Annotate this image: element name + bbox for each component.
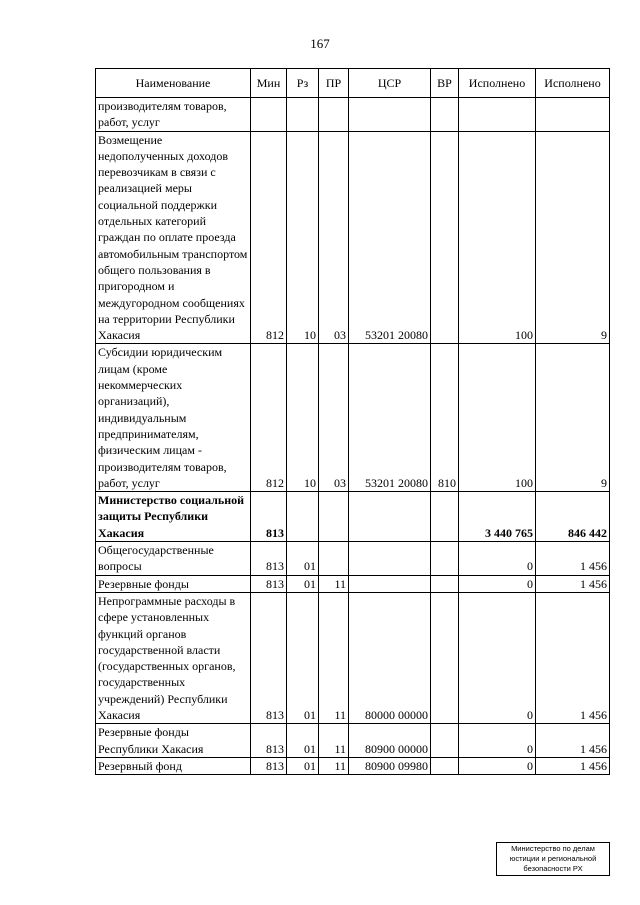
- cell-executed-1: [459, 98, 536, 132]
- table-row: [96, 492, 610, 542]
- cell-vr: [431, 542, 459, 576]
- cell-rz: 01: [287, 592, 319, 723]
- cell-executed-1: 0: [459, 757, 536, 774]
- cell-csr: [349, 492, 431, 542]
- cell-name: производителям товаров, работ, услуг: [96, 98, 251, 132]
- cell-vr: [431, 757, 459, 774]
- col-header-csr: ЦСР: [349, 69, 431, 98]
- cell-min: 812: [251, 344, 287, 492]
- cell-csr: 80000 00000: [349, 592, 431, 723]
- ministry-stamp: [496, 842, 610, 876]
- cell-csr: 80900 00000: [349, 724, 431, 758]
- cell-executed-2: 1 456: [536, 757, 610, 774]
- cell-min: [251, 98, 287, 132]
- cell-vr: [431, 575, 459, 592]
- cell-csr: [349, 575, 431, 592]
- cell-min: 813: [251, 575, 287, 592]
- table-row: [96, 542, 610, 576]
- cell-csr: 80900 09980: [349, 757, 431, 774]
- cell-pr: [319, 492, 349, 542]
- cell-rz: 10: [287, 131, 319, 344]
- cell-pr: 03: [319, 131, 349, 344]
- cell-executed-1: 100: [459, 344, 536, 492]
- cell-executed-1: 0: [459, 724, 536, 758]
- cell-name: Субсидии юридическим лицам (кроме некоммерческих организаций), индивидуальным предпринимателям, физическим лицам - производителям товаров, работ, услуг: [96, 344, 251, 492]
- table-row: [96, 757, 610, 774]
- cell-vr: 810: [431, 344, 459, 492]
- cell-name: Резервный фонд: [96, 757, 251, 774]
- col-header-rz: Рз: [287, 69, 319, 98]
- cell-min: 813: [251, 542, 287, 576]
- cell-executed-1: 3 440 765: [459, 492, 536, 542]
- cell-min: 813: [251, 492, 287, 542]
- cell-executed-1: 0: [459, 592, 536, 723]
- cell-rz: 01: [287, 757, 319, 774]
- col-header-executed-2: Исполнено: [536, 69, 610, 98]
- cell-rz: 10: [287, 344, 319, 492]
- cell-rz: 01: [287, 575, 319, 592]
- cell-csr: 53201 20080: [349, 344, 431, 492]
- cell-rz: 01: [287, 724, 319, 758]
- cell-executed-2: 1 456: [536, 542, 610, 576]
- cell-rz: [287, 98, 319, 132]
- cell-vr: [431, 724, 459, 758]
- stamp-line: юстиции и региональной: [509, 854, 597, 863]
- cell-executed-1: 100: [459, 131, 536, 344]
- cell-name: Непрограммные расходы в сфере установленных функций органов государственной власти (государственных органов, государственных учреждений) Республики Хакасия: [96, 592, 251, 723]
- table-row: [96, 131, 610, 344]
- table-row: [96, 724, 610, 758]
- cell-executed-2: 1 456: [536, 575, 610, 592]
- cell-name: Возмещение недополученных доходов перевозчикам в связи с реализацией меры социальной поддержки отдельных категорий граждан по оплате проезда автомобильным транспортом общего пользования в пригородном и междугородном сообщениях на территории Республики Хакасия: [96, 131, 251, 344]
- cell-rz: 01: [287, 542, 319, 576]
- cell-vr: [431, 98, 459, 132]
- cell-min: 812: [251, 131, 287, 344]
- cell-executed-2: 9: [536, 344, 610, 492]
- cell-name: Резервные фонды Республики Хакасия: [96, 724, 251, 758]
- col-header-pr: ПР: [319, 69, 349, 98]
- cell-rz: [287, 492, 319, 542]
- cell-vr: [431, 592, 459, 723]
- cell-pr: 11: [319, 575, 349, 592]
- cell-executed-2: [536, 98, 610, 132]
- table-row: [96, 575, 610, 592]
- cell-executed-2: 1 456: [536, 724, 610, 758]
- cell-pr: 03: [319, 344, 349, 492]
- table-row: [96, 592, 610, 723]
- cell-pr: 11: [319, 724, 349, 758]
- cell-pr: 11: [319, 592, 349, 723]
- col-header-min: Мин: [251, 69, 287, 98]
- cell-executed-2: 9: [536, 131, 610, 344]
- cell-pr: [319, 98, 349, 132]
- stamp-line: Министерство по делам: [511, 844, 595, 853]
- cell-executed-2: 1 456: [536, 592, 610, 723]
- cell-min: 813: [251, 592, 287, 723]
- cell-min: 813: [251, 757, 287, 774]
- page-number: 167: [310, 36, 330, 51]
- cell-min: 813: [251, 724, 287, 758]
- cell-name: Общегосударственные вопросы: [96, 542, 251, 576]
- table-row: [96, 344, 610, 492]
- cell-csr: [349, 542, 431, 576]
- table-header-row: [96, 69, 610, 98]
- col-header-vr: ВР: [431, 69, 459, 98]
- cell-csr: 53201 20080: [349, 131, 431, 344]
- cell-name: Министерство социальной защиты Республики Хакасия: [96, 492, 251, 542]
- cell-pr: 11: [319, 757, 349, 774]
- cell-name: Резервные фонды: [96, 575, 251, 592]
- cell-csr: [349, 98, 431, 132]
- budget-table: [95, 68, 610, 775]
- cell-executed-1: 0: [459, 542, 536, 576]
- col-header-name: Наименование: [96, 69, 251, 98]
- cell-vr: [431, 131, 459, 344]
- col-header-executed-1: Исполнено: [459, 69, 536, 98]
- cell-pr: [319, 542, 349, 576]
- cell-vr: [431, 492, 459, 542]
- table-row: [96, 98, 610, 132]
- stamp-line: безопасности РХ: [523, 864, 583, 873]
- cell-executed-1: 0: [459, 575, 536, 592]
- cell-executed-2: 846 442: [536, 492, 610, 542]
